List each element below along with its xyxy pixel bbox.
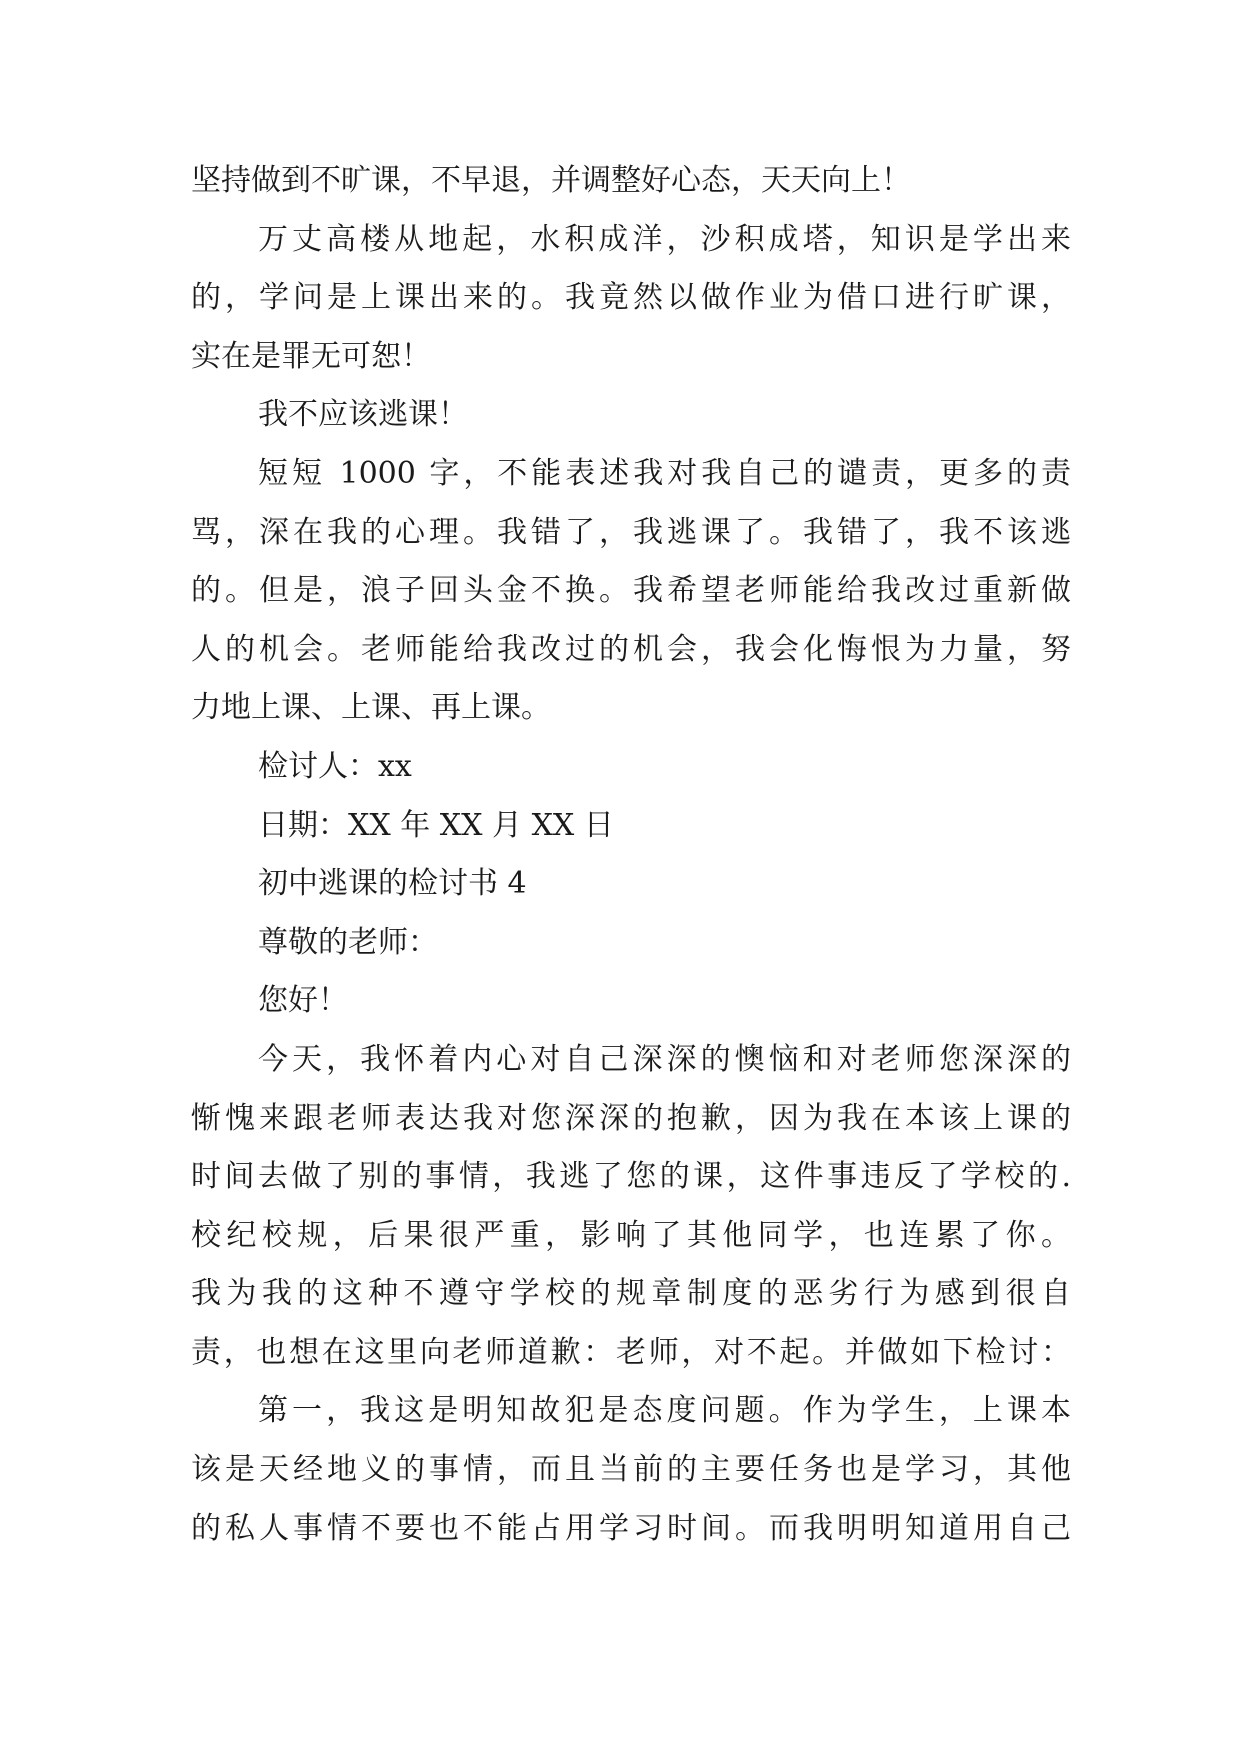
text-line: 短短 1000 字，不能表述我对我自己的谴责，更多的责 (258, 455, 1071, 491)
text-line: 今天，我怀着内心对自己深深的懊恼和对老师您深深的 (258, 1041, 1071, 1077)
text-line: 检讨人：xx (258, 748, 412, 784)
text-line: 万丈高楼从地起，水积成洋，沙积成塔，知识是学出来 (258, 221, 1071, 257)
text-line: 时间去做了别的事情，我逃了您的课，这件事违反了学校的. (191, 1159, 1071, 1195)
text-line: 初中逃课的检讨书 4 (258, 866, 527, 902)
text-line: 日期：XX 年 XX 月 XX 日 (258, 807, 614, 843)
text-line: 的，学问是上课出来的。我竟然以做作业为借口进行旷课， (191, 280, 1071, 316)
text-line: 骂，深在我的心理。我错了，我逃课了。我错了，我不该逃 (191, 514, 1071, 550)
text-line: 力地上课、上课、再上课。 (191, 690, 551, 726)
text-line: 的私人事情不要也不能占用学习时间。而我明明知道用自己 (191, 1510, 1071, 1546)
text-line: 责，也想在这里向老师道歉：老师，对不起。并做如下检讨： (191, 1334, 1071, 1370)
text-line: 人的机会。老师能给我改过的机会，我会化悔恨为力量，努 (191, 631, 1071, 667)
text-line: 我为我的这种不遵守学校的规章制度的恶劣行为感到很自 (191, 1276, 1071, 1312)
text-line: 我不应该逃课！ (258, 397, 468, 433)
text-line: 惭愧来跟老师表达我对您深深的抱歉，因为我在本该上课的 (191, 1100, 1071, 1136)
text-line: 校纪校规，后果很严重，影响了其他同学，也连累了你。 (191, 1217, 1071, 1253)
text-line: 的。但是，浪子回头金不换。我希望老师能给我改过重新做 (191, 573, 1071, 609)
text-line: 第一，我这是明知故犯是态度问题。作为学生，上课本 (258, 1393, 1071, 1429)
text-line: 实在是罪无可恕！ (191, 338, 431, 374)
text-line: 您好！ (258, 983, 348, 1019)
text-line: 坚持做到不旷课，不早退，并调整好心态，天天向上！ (191, 163, 911, 198)
text-line: 该是天经地义的事情，而且当前的主要任务也是学习，其他 (191, 1452, 1071, 1488)
text-line: 尊敬的老师： (258, 924, 438, 960)
document-body (191, 152, 1071, 1558)
